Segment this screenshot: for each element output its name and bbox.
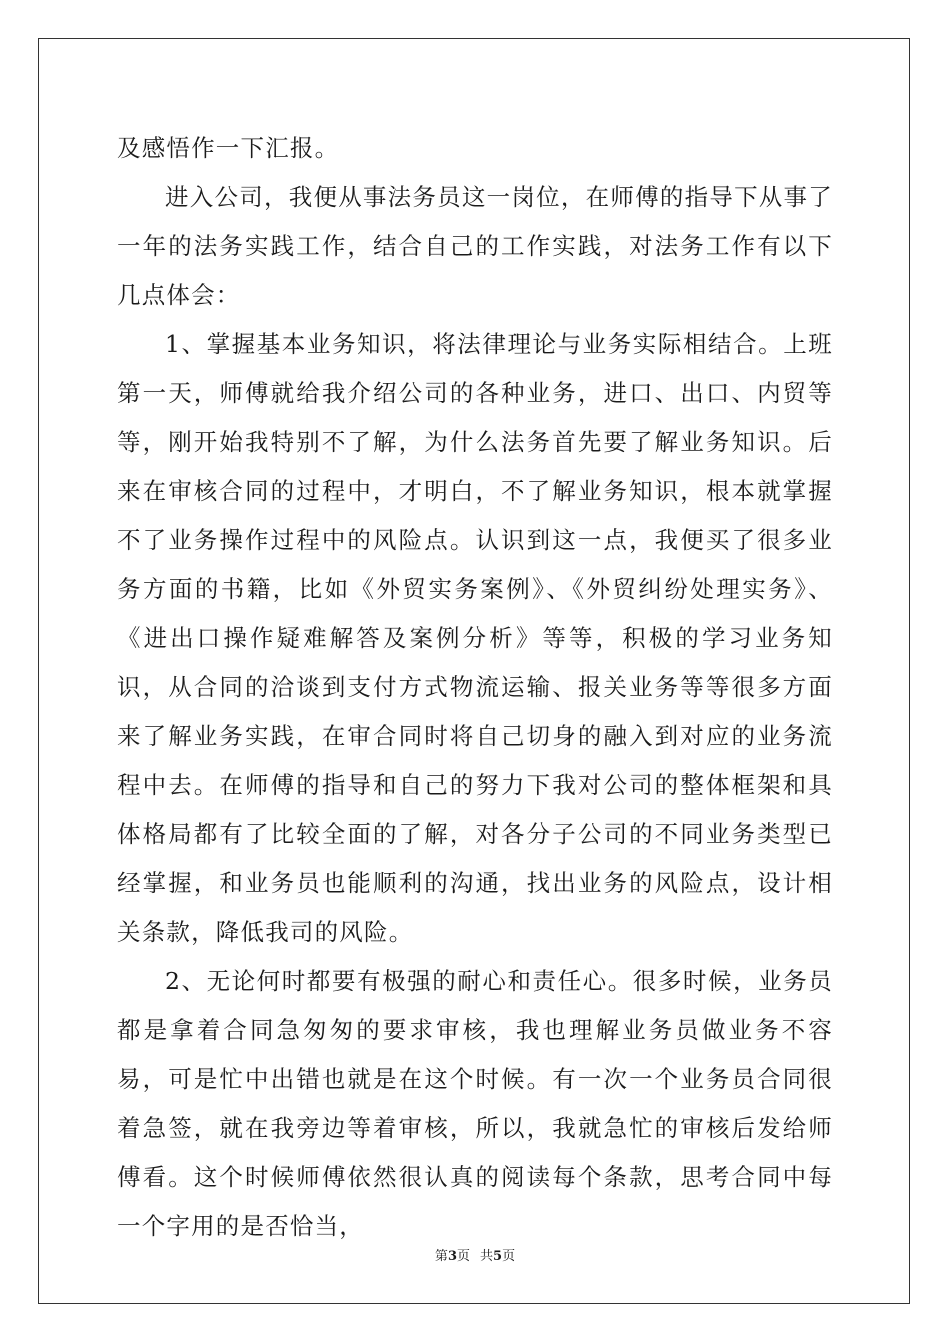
paragraph: 1、掌握基本业务知识，将法律理论与业务实际相结合。上班第一天，师傅就给我介绍公司的各种业务，进口、出口、内贸等等，刚开始我特别不了解，为什么法务首先要了解业务知识。后来在审核合同的过程中，才明白，不了解业务知识，根本就掌握不了业务操作过程中的风险点。认识到这一点，我便买了很多业务方面的书籍，比如《外贸实务案例》、《外贸纠纷处理实务》、《进出口操作疑难解答及案例分析》等等，积极的学习业务知识，从合同的洽谈到支付方式物流运输、报关业务等等很多方面来了解业务实践，在审合同时将自己切身的融入到对应的业务流程中去。在师傅的指导和自己的努力下我对公司的整体框架和具体格局都有了比较全面的了解，对各分子公司的不同业务类型已经掌握，和业务员也能顺利的沟通，找出业务的风险点，设计相关条款，降低我司的风险。 [117,330,833,946]
footer-page-suffix: 页 [456,1249,470,1264]
footer-page-prefix: 第 [434,1249,448,1264]
page-footer [0,1248,950,1266]
footer-page-total: 5 [493,1249,503,1264]
document-body [117,124,833,1251]
paragraph: 进入公司，我便从事法务员这一岗位，在师傅的指导下从事了一年的法务实践工作，结合自己的工作实践，对法务工作有以下几点体会： [117,183,833,309]
paragraph: 及感悟作一下汇报。 [117,134,340,162]
paragraph: 2、无论何时都要有极强的耐心和责任心。很多时候，业务员都是拿着合同急匆匆的要求审核，我也理解业务员做业务不容易，可是忙中出错也就是在这个时候。有一次一个业务员合同很着急签，就在我旁边等着审核，所以，我就急忙的审核后发给师傅看。这个时候师傅依然很认真的阅读每个条款，思考合同中每一个字用的是否恰当， [117,967,833,1240]
footer-total-suffix: 页 [502,1249,516,1264]
footer-total-prefix: 共 [480,1249,494,1264]
footer-page-current: 3 [447,1249,457,1264]
